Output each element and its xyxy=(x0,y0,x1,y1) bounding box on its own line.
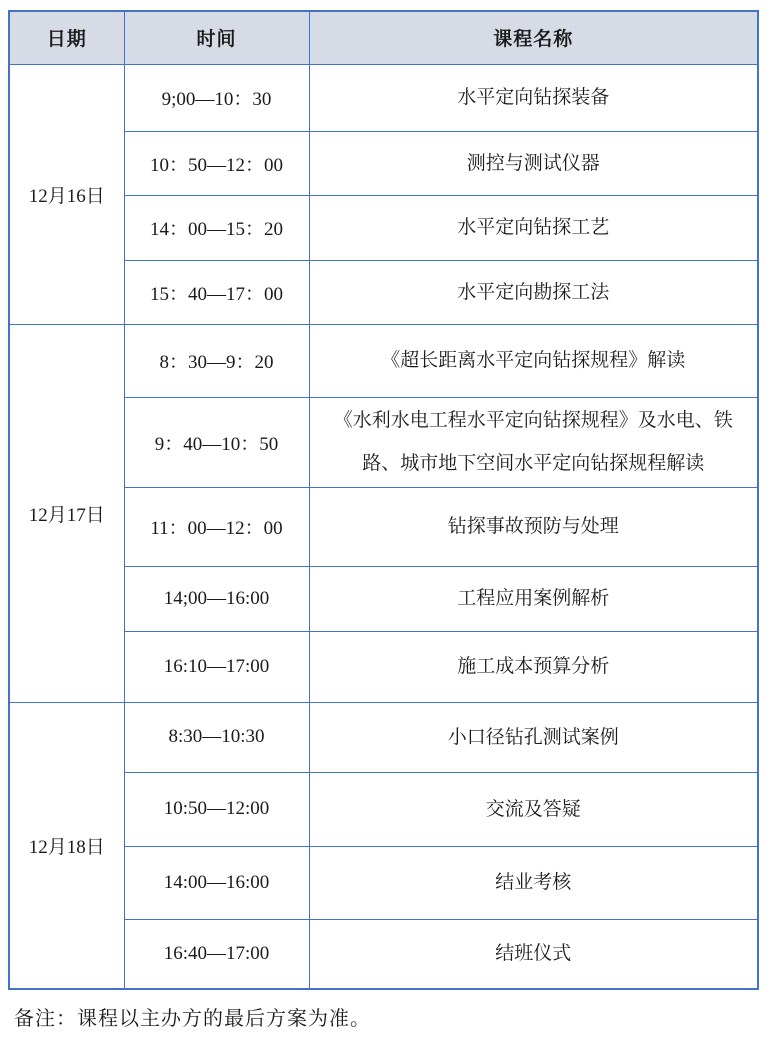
course-cell: 结业考核 xyxy=(309,846,758,919)
time-cell: 15：40—17：00 xyxy=(124,260,309,324)
course-cell: 水平定向勘探工法 xyxy=(309,260,758,324)
course-cell: 小口径钻孔测试案例 xyxy=(309,702,758,772)
time-cell: 10：50—12：00 xyxy=(124,131,309,195)
header-cell-date: 日期 xyxy=(9,11,124,64)
footnote: 备注：课程以主办方的最后方案为准。 xyxy=(14,1008,371,1030)
time-cell: 8：30—9：20 xyxy=(124,324,309,397)
date-cell: 12月16日 xyxy=(9,64,124,324)
course-cell: 钻探事故预防与处理 xyxy=(309,487,758,566)
course-cell: 工程应用案例解析 xyxy=(309,566,758,631)
table-row xyxy=(9,702,758,772)
time-cell: 14：00—15：20 xyxy=(124,195,309,260)
date-cell: 12月18日 xyxy=(9,702,124,989)
course-cell: 《超长距离水平定向钻探规程》解读 xyxy=(309,324,758,397)
time-cell: 16:10—17:00 xyxy=(124,631,309,702)
time-cell: 14;00—16:00 xyxy=(124,566,309,631)
course-cell: 交流及答疑 xyxy=(309,772,758,846)
header-row xyxy=(9,11,758,64)
time-cell: 8:30—10:30 xyxy=(124,702,309,772)
course-cell: 结班仪式 xyxy=(309,919,758,989)
header-cell-time: 时间 xyxy=(124,11,309,64)
table-row xyxy=(9,324,758,397)
time-cell: 11：00—12：00 xyxy=(124,487,309,566)
course-cell: 《水利水电工程水平定向钻探规程》及水电、铁路、城市地下空间水平定向钻探规程解读 xyxy=(309,397,758,487)
course-cell: 施工成本预算分析 xyxy=(309,631,758,702)
course-cell: 水平定向钻探工艺 xyxy=(309,195,758,260)
course-schedule-table xyxy=(8,10,759,990)
header-cell-course: 课程名称 xyxy=(309,11,758,64)
course-cell: 测控与测试仪器 xyxy=(309,131,758,195)
time-cell: 16:40—17:00 xyxy=(124,919,309,989)
time-cell: 9;00—10：30 xyxy=(124,64,309,131)
course-cell: 水平定向钻探装备 xyxy=(309,64,758,131)
time-cell: 10:50—12:00 xyxy=(124,772,309,846)
date-cell: 12月17日 xyxy=(9,324,124,702)
time-cell: 9：40—10：50 xyxy=(124,397,309,487)
table-row xyxy=(9,64,758,131)
time-cell: 14:00—16:00 xyxy=(124,846,309,919)
